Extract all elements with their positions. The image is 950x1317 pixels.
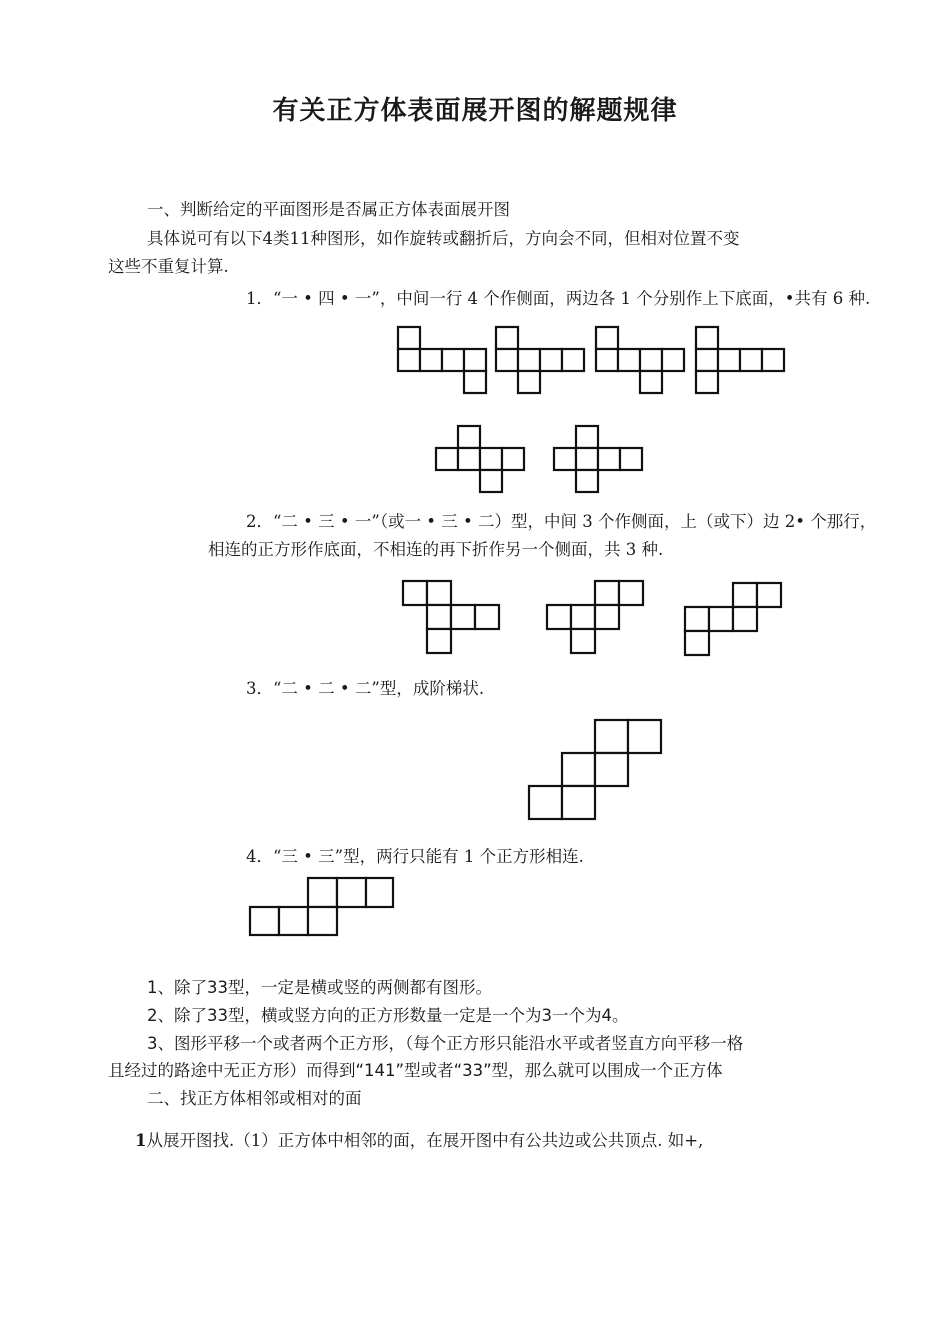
net-1-4-1-a (398, 327, 486, 393)
section2-heading: 二、找正方体相邻或相对的面 (147, 1089, 362, 1108)
type1-text: 1．“一 • 四 • 一”，中间一行 4 个作侧面，两边各 1 个分别作上下底面，•共有 6 种. (246, 289, 871, 308)
type4-net (248, 876, 396, 938)
section2-line1 (135, 1131, 703, 1151)
net-2-2-2 (529, 720, 661, 819)
section2-line1-text: 从展开图找.（1）正方体中相邻的面，在展开图中有公共边或公共顶点. 如+, (146, 1131, 704, 1150)
type2-nets (400, 579, 785, 661)
type2-text-line1: 2．“二 • 三 • 一”（或一 • 三 • 二）型，中间 3 个作侧面，上（或下）边 2• 个那行， (246, 512, 877, 531)
section1-intro-line1: 具体说可有以下4类11种图形，如作旋转或翻折后，方向会不同，但相对位置不变 (147, 229, 740, 248)
net-1-4-1-b (496, 327, 584, 393)
rule-1: 1、除了33型，一定是横或竖的两侧都有图形。 (147, 978, 492, 997)
rule-2: 2、除了33型，横或竖方向的正方形数量一定是一个为3一个为4。 (147, 1006, 629, 1025)
type4-text: 4．“三 • 三”型，两行只能有 1 个正方形相连. (246, 847, 584, 866)
rule-3-line1: 3、图形平移一个或者两个正方形，（每个正方形只能沿水平或者竖直方向平移一格 (147, 1034, 744, 1053)
net-1-4-1-c (596, 327, 684, 393)
net-2-3-1-b (547, 581, 643, 653)
page-title: 有关正方体表面展开图的解题规律 (272, 96, 678, 126)
net-1-4-1-f (554, 426, 642, 492)
section1-heading: 一、判断给定的平面图形是否属正方体表面展开图 (147, 200, 510, 219)
net-1-4-1-d (696, 327, 784, 393)
type3-text: 3．“二 • 二 • 二”型，成阶梯状. (246, 679, 485, 698)
section1-intro-line2: 这些不重复计算. (108, 257, 229, 276)
net-3-3 (250, 878, 393, 935)
type1-net-row2 (434, 424, 649, 496)
type3-net (527, 718, 663, 822)
section2-line1-number: 1 (135, 1131, 147, 1150)
net-1-4-1-e (436, 426, 524, 492)
rule-3-line2: 且经过的路途中无正方形）而得到“141”型或者“33”型，那么就可以围成一个正方体 (108, 1061, 723, 1080)
type1-net-row1 (396, 325, 791, 397)
net-2-3-1-a (403, 581, 499, 653)
net-2-3-1-c (685, 583, 781, 655)
type2-text-line2: 相连的正方形作底面，不相连的再下折作另一个侧面，共 3 种. (208, 540, 664, 559)
